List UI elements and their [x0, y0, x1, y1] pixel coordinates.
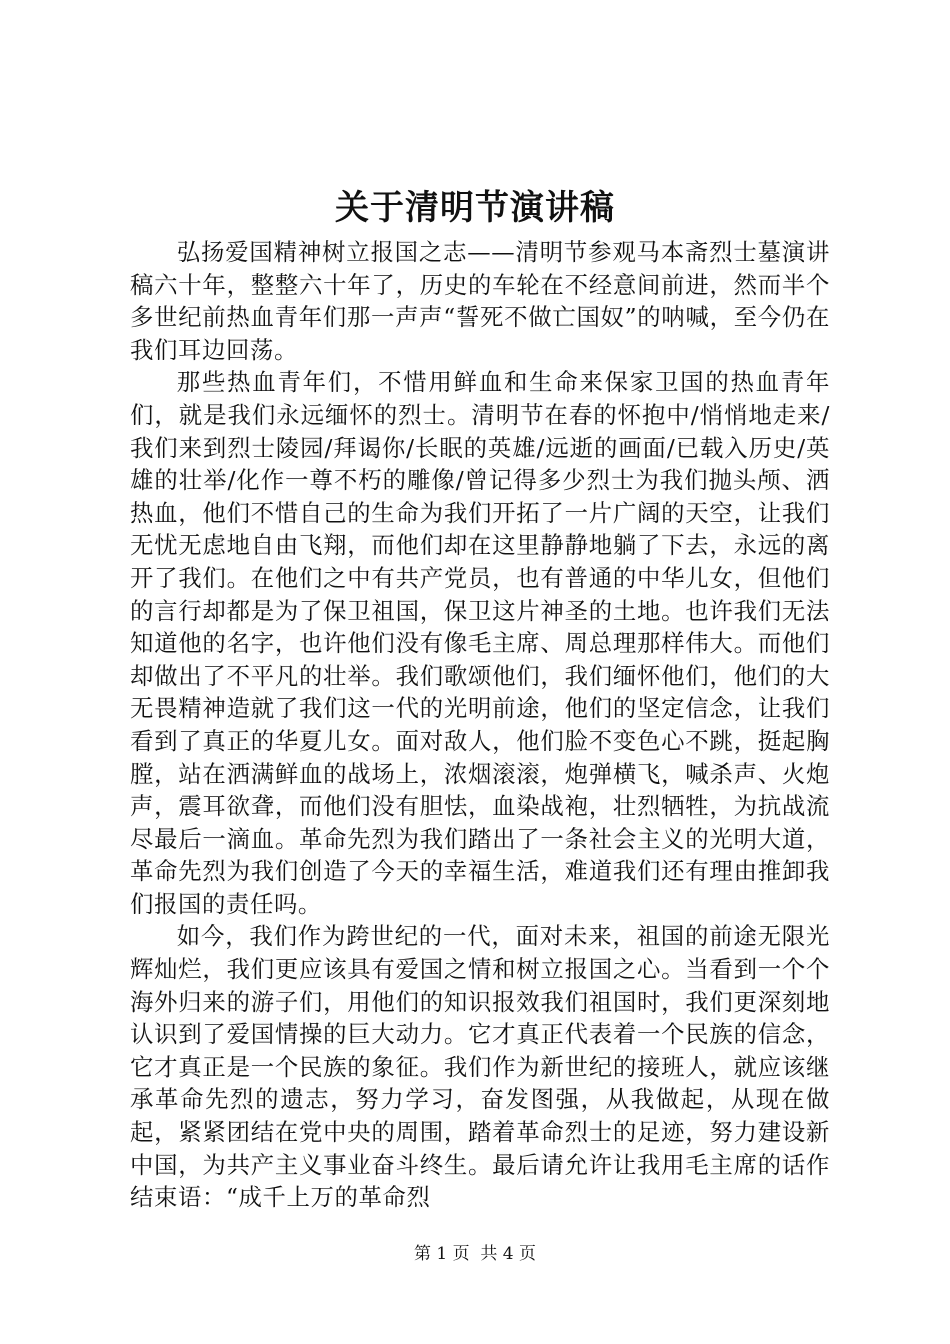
- page-footer: [0, 1242, 950, 1266]
- paragraph-1: 弘扬爱国精神树立报国之志——清明节参观马本斋烈士墓演讲稿六十年，整整六十年了，历史的车轮在不经意间前进，然而半个多世纪前热血青年们那一声声“誓死不做亡国奴”的呐喊，至今仍在我们耳边回荡。: [130, 238, 830, 364]
- paragraph-2: 那些热血青年们，不惜用鲜血和生命来保家卫国的热血青年们，就是我们永远缅怀的烈士。清明节在春的怀抱中/悄悄地走来/我们来到烈士陵园/拜谒你/长眠的英雄/远逝的画面/已载入历史/英雄的壮举/化作一尊不朽的雕像/曾记得多少烈士为我们抛头颅、洒热血，他们不惜自己的生命为我们开拓了一片广阔的天空，让我们无忧无虑地自由飞翔，而他们却在这里静静地躺了下去，永远的离开了我们。在他们之中有共产党员，也有普通的中华儿女，但他们的言行却都是为了保卫祖国，保卫这片神圣的土地。也许我们无法知道他的名字，也许他们没有像毛主席、周总理那样伟大。而他们却做出了不平凡的壮举。我们歌颂他们，我们缅怀他们，他们的大无畏精神造就了我们这一代的光明前途，他们的坚定信念，让我们看到了真正的华夏儿女。面对敌人，他们脸不变色心不跳，挺起胸膛，站在洒满鲜血的战场上，浓烟滚滚，炮弹横飞，喊杀声、火炮声，震耳欲聋，而他们没有胆怯，血染战袍，壮烈牺牲，为抗战流尽最后一滴血。革命先烈为我们踏出了一条社会主义的光明大道，革命先烈为我们创造了今天的幸福生活，难道我们还有理由推卸我们报国的责任吗。: [130, 368, 830, 918]
- paragraph-3: 如今，我们作为跨世纪的一代，面对未来，祖国的前途无限光辉灿烂，我们更应该具有爱国之情和树立报国之心。当看到一个个海外归来的游子们，用他们的知识报效我们祖国时，我们更深刻地认识到了爱国情操的巨大动力。它才真正代表着一个民族的信念，它才真正是一个民族的象征。我们作为新世纪的接班人，就应该继承革命先烈的遗志，努力学习，奋发图强，从我做起，从现在做起，紧紧团结在党中央的周围，踏着革命烈士的足迹，努力建设新中国，为共产主义事业奋斗终生。最后请允许让我用毛主席的话作结束语：“成千上万的革命烈: [130, 922, 830, 1212]
- page-number-label: 第 1 页 共 4 页: [413, 1244, 537, 1264]
- document-title: 关于清明节演讲稿: [335, 188, 615, 228]
- document-body: [130, 236, 830, 1214]
